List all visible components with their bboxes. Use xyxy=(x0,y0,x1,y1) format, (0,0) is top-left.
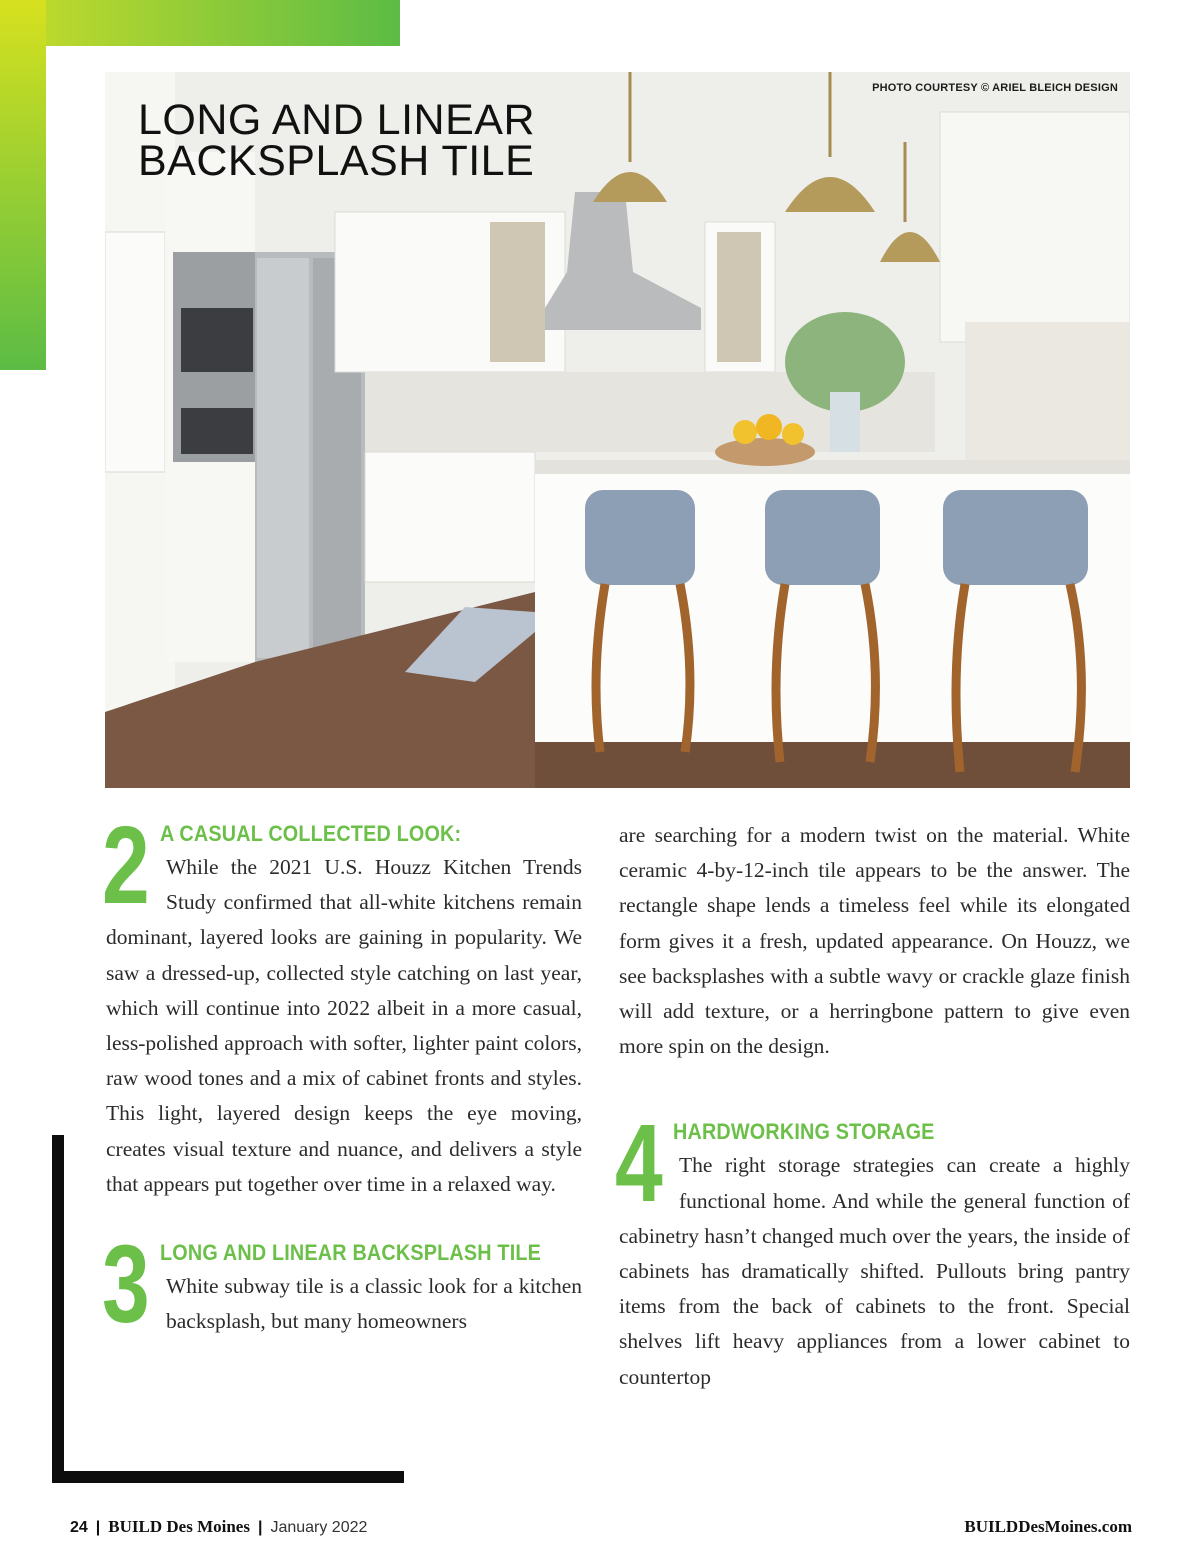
issue-date: January 2022 xyxy=(270,1519,368,1536)
page-footer xyxy=(70,1517,1132,1539)
decorative-bracket-vertical xyxy=(52,1135,64,1483)
section-body: The right storage strategies can create a highly functional home. And while the general function of cabinetry hasn’t changed much over the years, the inside of cabinets has dramatically shifted. Pullouts bring pantry items from the back of cabinets to the front. Special shelves lift heavy appliances from a lower cabinet to countertop xyxy=(619,1153,1130,1389)
photo-title xyxy=(138,96,535,185)
decorative-bracket-horizontal xyxy=(52,1471,404,1483)
green-accent-bar-top xyxy=(0,0,400,46)
photo-credit: PHOTO COURTESY © ARIEL BLEICH DESIGN xyxy=(872,82,1118,94)
footer-separator: | xyxy=(257,1519,263,1536)
kitchen-photo xyxy=(105,72,1130,788)
section-heading: HARDWORKING STORAGE xyxy=(673,1119,935,1145)
page-number: 24 xyxy=(70,1519,88,1536)
footer-separator: | xyxy=(95,1519,101,1536)
section-heading: A CASUAL COLLECTED LOOK: xyxy=(160,821,462,846)
publication-name: BUILD Des Moines xyxy=(108,1517,250,1536)
section-body: While the 2021 U.S. Houzz Kitchen Trends Study confirmed that all-white kitchens remain dominant, layered looks are gaining in popularity. We saw a dressed-up, collected style catching on last year, which will continue into 2022 albeit in a more casual, less-polished approach with softer, lighter paint colors, raw wood tones and a mix of cabinet fronts and styles. This light, layered design keeps the eye moving, creates visual texture and nuance, and delivers a style that appears put together over time in a relaxed way. xyxy=(106,855,582,1196)
section-3 xyxy=(102,1223,582,1347)
section-3-continued: are searching for a modern twist on the material. White ceramic 4-by-12-inch tile appears to be the answer. The rectangle shape lends a timeless feel while its elongated form gives it a fresh, updated appearance. On Houzz, we see backsplashes with a subtle wavy or crackle glaze finish will add texture, or a herringbone pattern to give even more spin on the design. xyxy=(619,823,1130,1059)
section-number: 3 xyxy=(102,1223,150,1347)
section-body: White subway tile is a classic look for a kitchen backsplash, but many homeowners xyxy=(166,1274,582,1334)
article-column-left xyxy=(102,804,582,1347)
section-4 xyxy=(615,1102,1130,1394)
section-2 xyxy=(102,804,582,1202)
section-heading: LONG AND LINEAR BACKSPLASH TILE xyxy=(160,1240,542,1266)
website-link[interactable]: BUILDDesMoines.com xyxy=(964,1517,1132,1536)
green-accent-bar-left xyxy=(0,0,46,370)
footer-left xyxy=(70,1517,367,1537)
photo-title-line-1: LONG AND LINEAR xyxy=(138,96,535,144)
photo-title-line-2: BACKSPLASH TILE xyxy=(138,137,535,185)
section-number: 2 xyxy=(102,804,150,927)
article-column-right xyxy=(615,818,1130,1395)
section-number: 4 xyxy=(615,1102,663,1226)
